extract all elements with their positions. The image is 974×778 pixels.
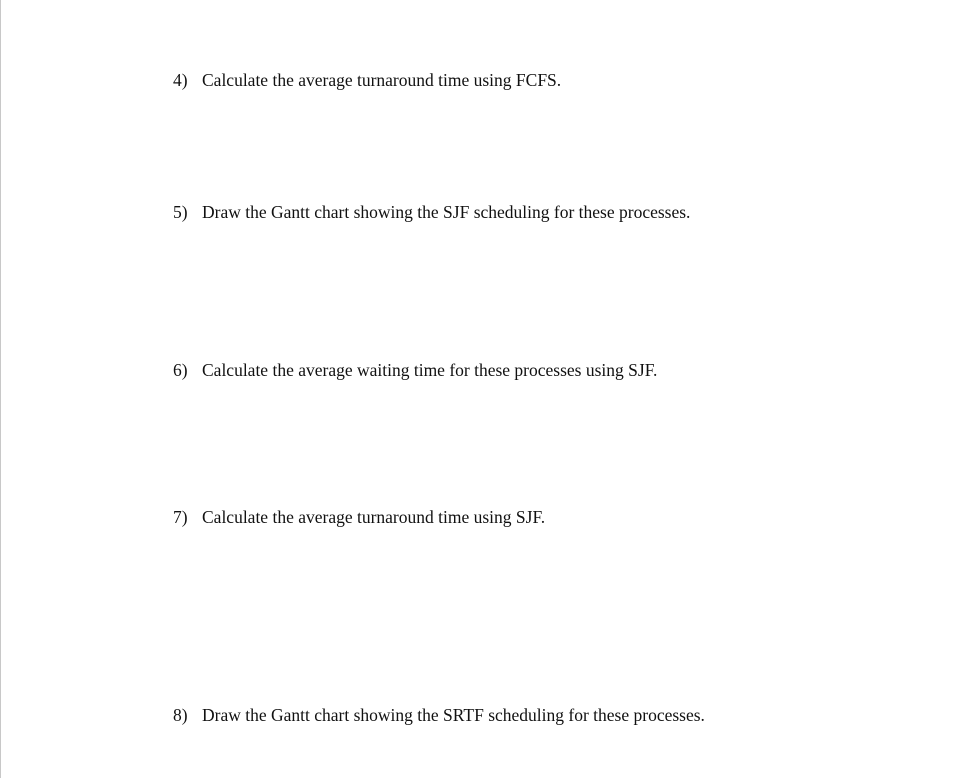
question-7 (173, 506, 545, 528)
question-text: Draw the Gantt chart showing the SJF scheduling for these processes. (202, 202, 691, 222)
question-8 (173, 704, 705, 726)
question-text: Calculate the average turnaround time using SJF. (202, 507, 546, 527)
question-5 (173, 201, 690, 223)
question-number: 8) (173, 705, 188, 725)
question-number: 5) (173, 202, 188, 222)
question-text: Draw the Gantt chart showing the SRTF scheduling for these processes. (202, 705, 705, 725)
question-4 (173, 69, 561, 91)
question-number: 4) (173, 70, 188, 90)
question-number: 7) (173, 507, 188, 527)
question-number: 6) (173, 360, 188, 380)
question-text: Calculate the average turnaround time using FCFS. (202, 70, 562, 90)
question-6 (173, 359, 657, 381)
question-text: Calculate the average waiting time for these processes using SJF. (202, 360, 658, 380)
